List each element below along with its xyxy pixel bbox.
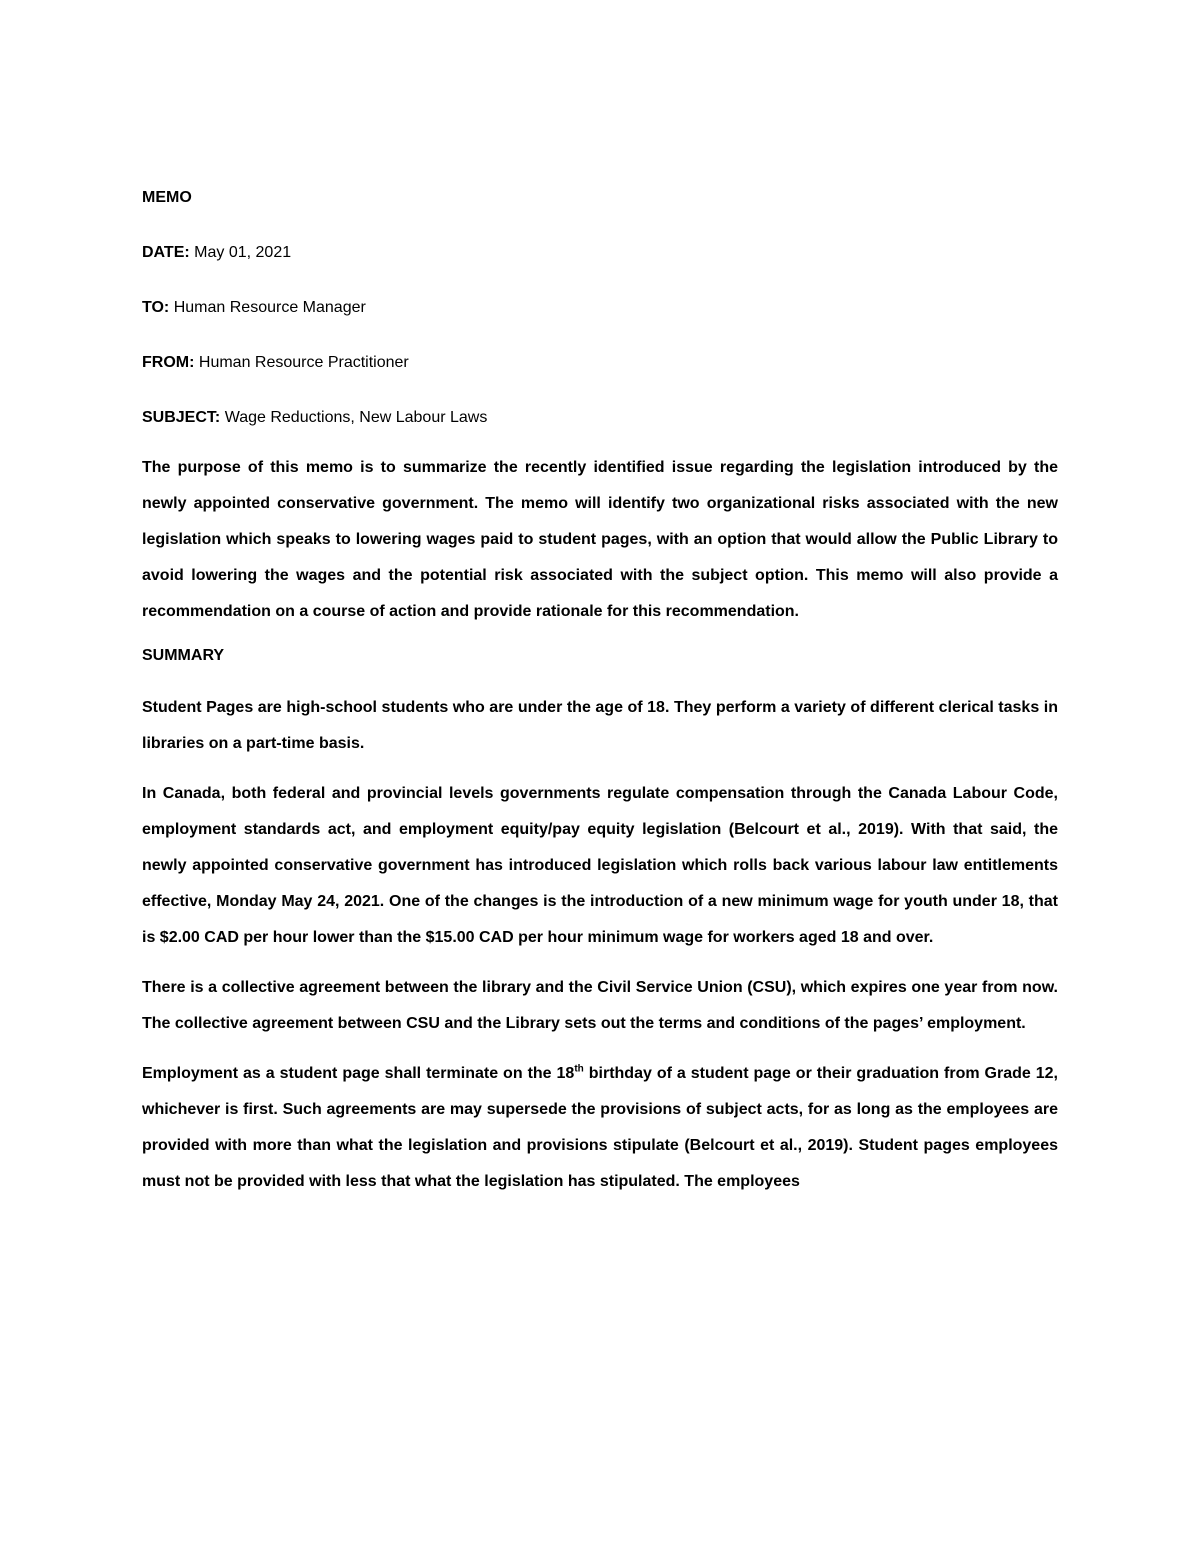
to-line bbox=[142, 296, 1058, 320]
from-line bbox=[142, 351, 1058, 375]
summary-paragraph-3: There is a collective agreement between the library and the Civil Service Union (CSU), which expires one year from now. The collective agreement between CSU and the Library sets out the terms and conditions of the pages’ employment. bbox=[142, 979, 1058, 1032]
memo-body bbox=[142, 186, 1058, 1214]
summary-paragraph-2: In Canada, both federal and provincial levels governments regulate compensation through the Canada Labour Code, employment standards act, and employment equity/pay equity legislation (Belcourt et al., 2019). With that said, the newly appointed conservative government has introduced legislation which rolls back various labour law entitlements effective, Monday May 24, 2021. One of the changes is the introduction of a new minimum wage for youth under 18, that is $2.00 CAD per hour lower than the $15.00 CAD per hour minimum wage for workers aged 18 and over. bbox=[142, 785, 1058, 946]
date-label: DATE: bbox=[142, 244, 190, 261]
date-value: May 01, 2021 bbox=[194, 244, 292, 261]
date-line bbox=[142, 241, 1058, 265]
memo-title: MEMO bbox=[142, 189, 192, 206]
from-label: FROM: bbox=[142, 354, 195, 371]
summary-paragraph-4 bbox=[142, 1056, 1058, 1200]
intro-paragraph: The purpose of this memo is to summarize the recently identified issue regarding the legislation introduced by the newly appointed conservative government. The memo will identify two organizational risks associated with the new legislation which speaks to lowering wages paid to student pages, with an option that would allow the Public Library to avoid lowering the wages and the potential risk associated with the subject option. This memo will also provide a recommendation on a course of action and provide rationale for this recommendation. bbox=[142, 459, 1058, 620]
subject-line bbox=[142, 406, 1058, 430]
ordinal-superscript: th bbox=[574, 1063, 584, 1075]
p4-text-end: birthday of a student page or their graduation from Grade 12, whichever is first. Such agreements are may supersede the provisions of subject acts, for as long as the employees are provided with more than what the legislation and provisions stipulate (Belcourt et al., 2019). Student pages employees must not be provided with less that what the legislation has stipulated. The employees bbox=[142, 1065, 1058, 1190]
to-value: Human Resource Manager bbox=[173, 299, 366, 316]
subject-value: Wage Reductions, New Labour Laws bbox=[224, 409, 488, 426]
p4-text-start: Employment as a student page shall terminate on the 18 bbox=[142, 1065, 575, 1082]
summary-paragraph-1: Student Pages are high-school students who are under the age of 18. They perform a variety of different clerical tasks in libraries on a part-time basis. bbox=[142, 699, 1058, 752]
summary-heading: SUMMARY bbox=[142, 647, 225, 664]
to-label: TO: bbox=[142, 299, 170, 316]
subject-label: SUBJECT: bbox=[142, 409, 221, 426]
from-value: Human Resource Practitioner bbox=[198, 354, 409, 371]
